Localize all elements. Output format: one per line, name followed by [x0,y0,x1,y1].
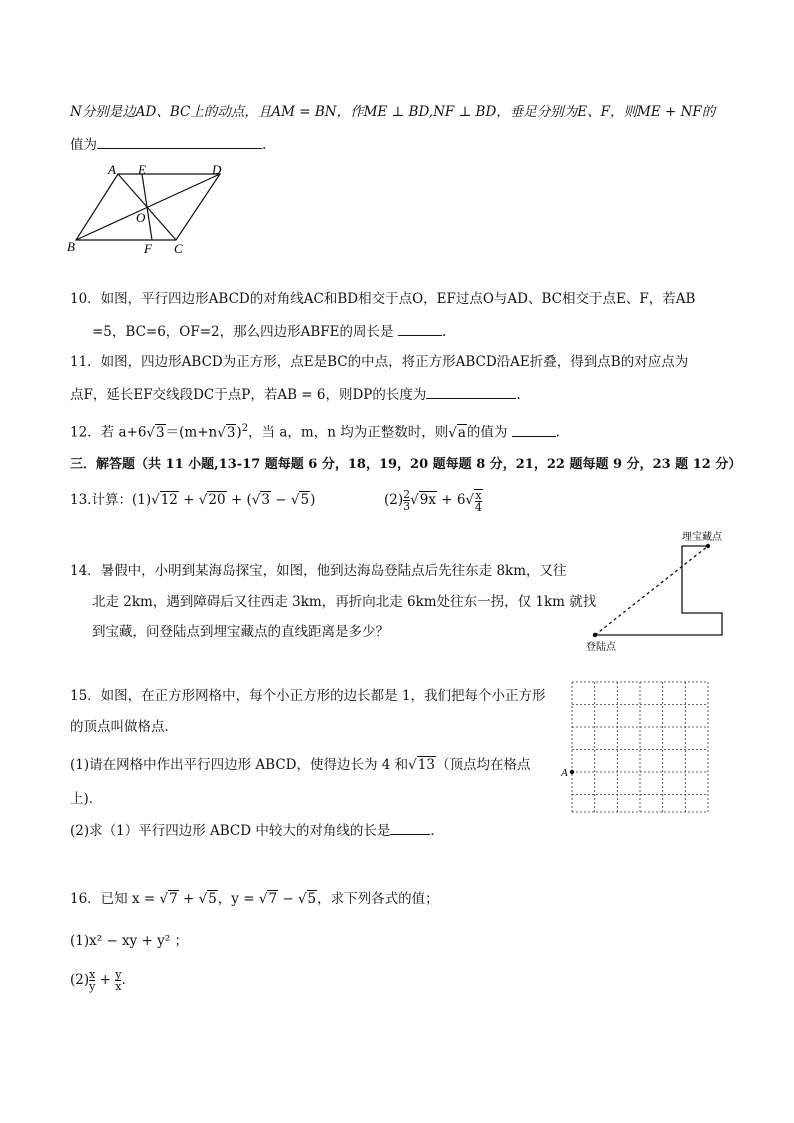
q13-root-fraction [474,489,483,513]
q9-answer-blank[interactable] [97,134,262,149]
q14-line1: 14．暑假中，小明到某海岛探宝，如图，他到达海岛登陆点后先往东走 8km，又往 [70,563,567,579]
q15-line4: 上)． [70,791,103,807]
q13-fraction [403,489,410,512]
q12-text2: ，当 a，m，n 均为正整数时，则 [248,424,449,441]
q15-line5-suffix: ． [430,823,444,839]
sqrt-icon: √ [465,492,475,508]
segment-ef [142,174,152,240]
q9-parallelogram-figure [62,160,262,260]
q13-r1: 12 [160,492,178,508]
q16-suffix: ，求下列各式的值； [317,891,439,907]
treasure-label: 埋宝藏点 [682,532,722,543]
q13-close: ) [310,492,316,508]
q15-line5-prefix: (2)求（1）平行四边形 ABCD 中较大的对角线的长是 [70,823,391,839]
q11-line2 [70,384,521,405]
q14-treasure-figure [580,528,760,656]
treasure-point [706,544,710,548]
sqrt-icon: √ [198,492,208,508]
q15-line3-suffix: （顶点均在格点 [435,757,531,773]
q16-p2-suffix: ． [121,972,135,988]
q15-line5 [70,820,444,841]
q13-r6-num: x [475,488,482,502]
q16-mid: ，y = [217,891,259,907]
q11-answer-blank[interactable] [426,384,516,399]
label-d: D [212,162,222,177]
q16-minus: − [278,891,298,907]
q16-r1: 7 [169,891,178,907]
q12-text3: 的值为 [466,424,508,441]
straight-distance [595,546,708,635]
q16-frac-b-num: y [115,968,122,981]
q16-part2 [70,966,135,994]
label-a: A [108,162,116,177]
q10-answer-blank[interactable] [398,321,442,336]
q16-frac-b-den: x [115,980,122,993]
q13-minus: − [270,492,291,508]
sqrt-icon: √ [448,424,457,441]
q15-line1: 15．如图，在正方形网格中，每个小正方形的边长都是 1，我们把每个小正方形 [70,688,546,704]
sqrt-icon: √ [258,891,268,907]
section3-title: 三．解答题（共 11 小题,13-17 题每题 6 分，18，19，20 题每题 8 分，21，22 题每题 9 分，23 题 12 分） [70,457,742,472]
q13-r3: 3 [261,492,270,508]
sqrt-icon: √ [410,492,419,508]
q12-after: ) [236,424,242,441]
q10-line2 [92,321,446,342]
label-e: E [138,162,146,177]
q13-part2-label: (2) [384,492,404,508]
grid-point-a [570,770,574,774]
label-c: C [174,241,183,256]
sqrt-icon: √ [198,891,208,907]
path-route [595,546,722,635]
grid-label-a: A [561,767,568,779]
q13-plus2: + ( [226,492,252,508]
label-o: O [136,210,146,225]
sqrt-icon: √ [290,492,300,508]
q16-line1 [70,889,439,909]
q16-p2-plus: + [95,972,116,988]
q13-r4: 5 [300,492,310,508]
q9-answer-suffix: . [262,137,267,153]
q16-frac-a-num: x [89,968,96,981]
q12-answer-blank[interactable] [512,422,556,437]
q11-text: 点F，延长EF交线段DC于点P，若AB = 6，则DP的长度为 [70,387,427,403]
q10-text: =5，BC=6，OF=2，那么四边形ABFE的周长是 [92,324,394,340]
q13-plus1: + [178,492,199,508]
q9-line1: N分别是边AD、BC上的动点，且AM = BN，作ME ⊥ BD,NF ⊥ BD，垂足分别为E、F，则ME + NF的 [70,104,716,120]
q15-answer-blank[interactable] [390,820,430,835]
q9-line2 [70,134,266,155]
q15-line3 [70,755,530,775]
q13-line [70,490,315,510]
q14-line2: 北走 2km，遇到障碍后又往西走 3km，再折向北走 6km处往东一拐，仅 1km 就找 [92,594,597,610]
q16-p2-prefix: (2) [70,972,90,988]
q13-frac-num: 2 [403,488,411,501]
q16-plus: + [178,891,199,907]
q13-prefix: 13.计算：(1) [70,492,152,508]
q14-line3: 到宝藏，问登陆点到埋宝藏点的直线距离是多少？ [92,624,389,640]
q12-exp: 2 [241,423,249,434]
q16-part1: (1)x² − xy + y² ； [70,933,189,949]
q13-r2: 20 [208,492,226,508]
landing-label: 登陆点 [586,642,616,653]
sqrt-icon: √ [217,424,226,441]
sqrt-icon: √ [297,891,307,907]
q13-r6-den: 4 [475,500,483,514]
sqrt-icon: √ [408,757,417,773]
q15-line2: 的顶点叫做格点． [70,719,178,735]
sqrt-icon: √ [159,891,169,907]
q10-line1: 10．如图，平行四边形ABCD的对角线AC和BD相交于点O，EF过点O与AD、BC相交于点E、F，若AB [70,291,696,307]
q16-r4: 5 [307,891,317,907]
q13-part2 [384,486,483,514]
q15-line3-rad: 13 [417,757,435,773]
q12-line [70,419,560,443]
sqrt-icon: √ [151,492,160,508]
q16-r3: 7 [268,891,278,907]
q12-suffix: . [555,424,560,441]
q9-answer-prefix: 值为 [70,137,97,153]
q16-prefix: 16．已知 x = [70,891,160,907]
q16-frac-a-den: y [89,980,96,993]
grid-lines [572,682,708,812]
label-b: B [67,239,75,254]
q10-suffix: . [441,324,447,340]
q12-rad1: 3 [156,424,165,441]
q15-line3-prefix: (1)请在网格中作出平行四边形 ABCD，使得边长为 4 和 [70,757,409,773]
landing-point [593,633,597,637]
q12-prefix: 12．若 a+6 [70,424,147,441]
q13-plus3: + 6 [436,492,466,508]
label-f: F [144,241,152,256]
q12-rad3: a [457,424,466,441]
q11-line1: 11．如图，四边形ABCD为正方形，点E是BC的中点，将正方形ABCD沿AE折叠，得到点B的对应点为 [70,354,689,370]
sqrt-icon: √ [146,424,156,441]
q13-r5: 9x [419,492,436,508]
q13-frac-den: 3 [403,500,411,513]
q11-suffix: . [516,387,521,403]
sqrt-icon: √ [251,492,261,508]
q16-r2: 5 [208,891,217,907]
q12-middle: ＝(m+n [165,424,218,441]
q12-rad2: 3 [226,424,236,441]
q15-grid-figure[interactable] [560,678,712,816]
